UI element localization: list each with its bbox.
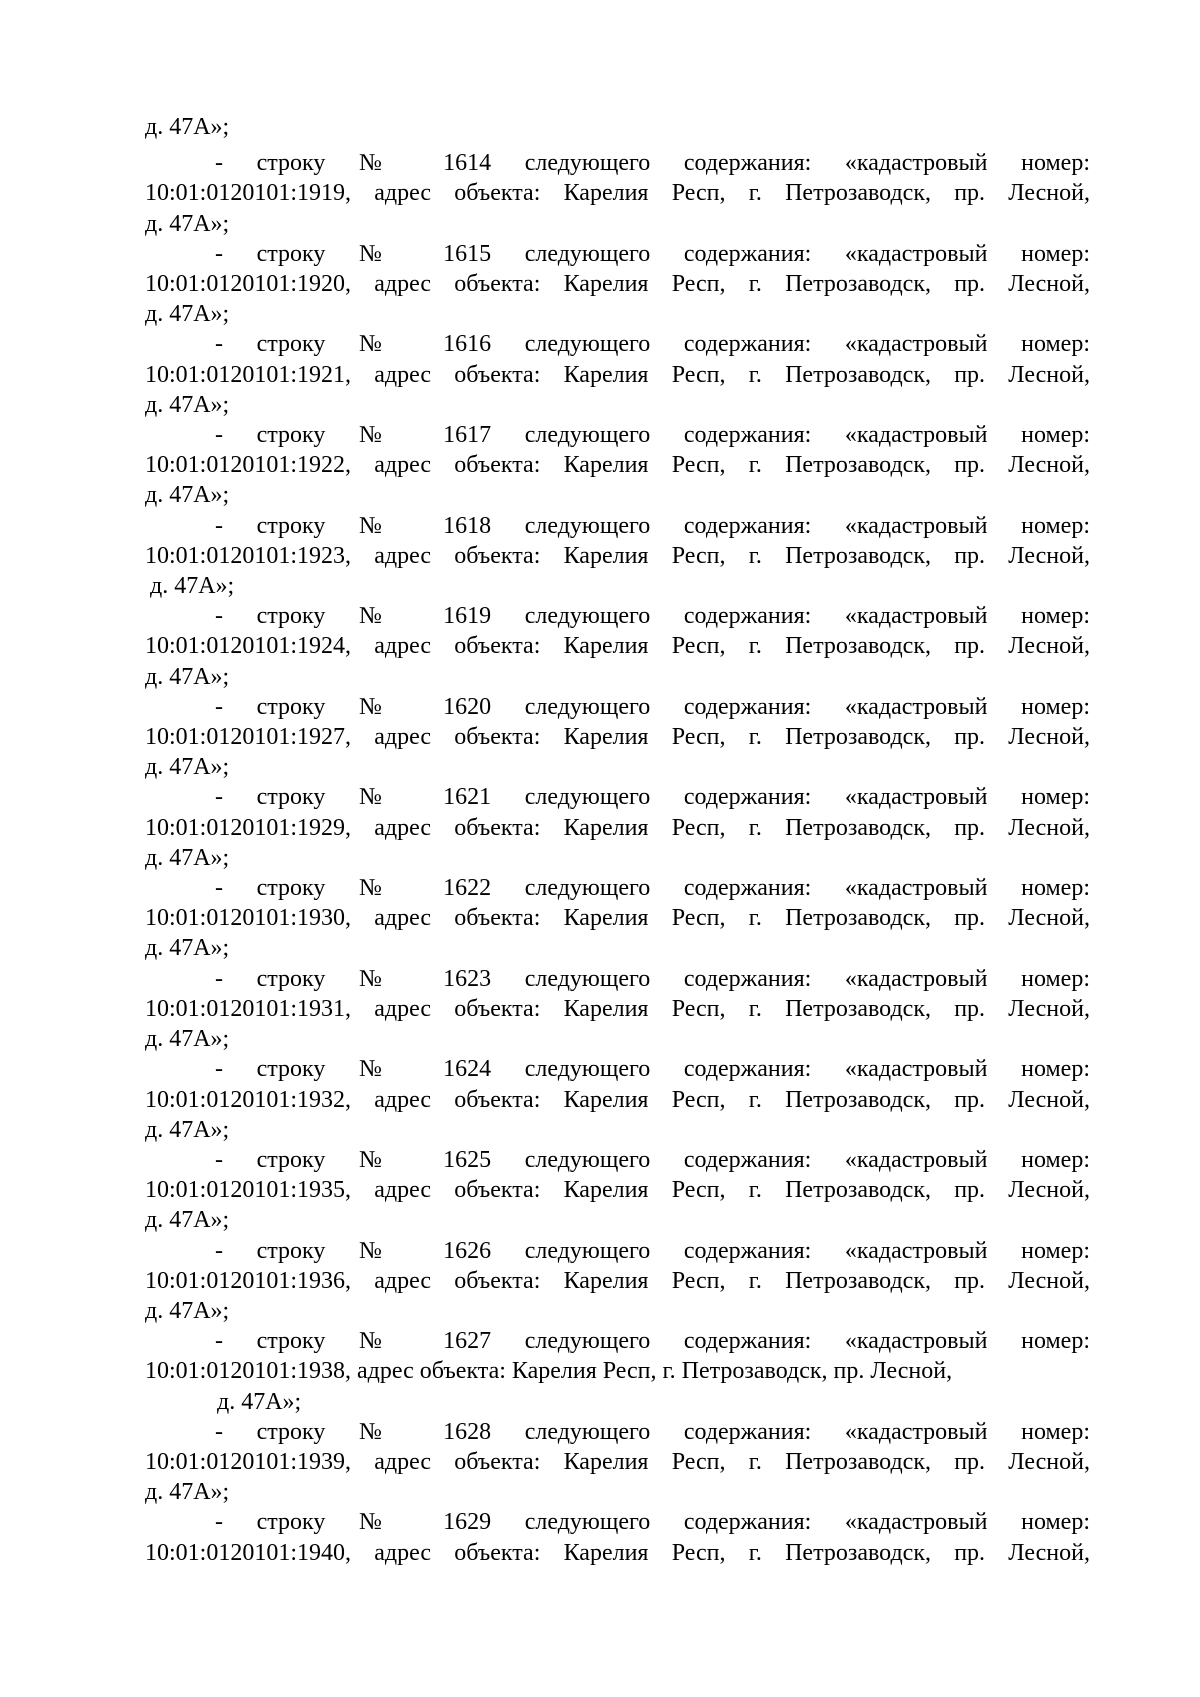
entry-line-3: д. 47А»; xyxy=(145,1297,230,1324)
entry-line-2: 10:01:0120101:1920, адрес объекта: Карелия Респ, г. Петрозаводск, пр. Лесной, xyxy=(145,271,1090,298)
entry-1619 xyxy=(145,601,1090,692)
entry-1623 xyxy=(145,964,1090,1055)
entry-1627 xyxy=(145,1326,1090,1417)
entry-line-3: д. 47А»; xyxy=(145,210,230,237)
entry-line-1: - строку № 1615 следующего содержания: «кадастровый номер: xyxy=(215,240,1090,267)
entry-line-3: д. 47А»; xyxy=(145,663,230,690)
entry-1620 xyxy=(145,692,1090,783)
entry-line-1: - строку № 1616 следующего содержания: «кадастровый номер: xyxy=(215,331,1090,358)
entry-line-2: 10:01:0120101:1938, адрес объекта: Карелия Респ, г. Петрозаводск, пр. Лесной, xyxy=(145,1358,953,1385)
entry-line-1: - строку № 1629 следующего содержания: «кадастровый номер: xyxy=(215,1509,1090,1536)
entry-1615 xyxy=(145,239,1090,330)
entry-line-3: д. 47А»; xyxy=(150,573,235,600)
entry-1629 xyxy=(145,1507,1090,1567)
entry-1617 xyxy=(145,420,1090,511)
entry-line-1: - строку № 1618 следующего содержания: «кадастровый номер: xyxy=(215,512,1090,539)
entry-1625 xyxy=(145,1145,1090,1236)
entry-1626 xyxy=(145,1236,1090,1327)
entry-1618 xyxy=(145,511,1090,602)
entry-line-3: д. 47А»; xyxy=(145,1479,230,1506)
entry-line-2: 10:01:0120101:1929, адрес объекта: Карелия Респ, г. Петрозаводск, пр. Лесной, xyxy=(145,814,1090,841)
entry-line-2: 10:01:0120101:1931, адрес объекта: Карелия Респ, г. Петрозаводск, пр. Лесной, xyxy=(145,995,1090,1022)
entry-line-2: 10:01:0120101:1919, адрес объекта: Карелия Респ, г. Петрозаводск, пр. Лесной, xyxy=(145,180,1090,207)
entry-line-3: д. 47А»; xyxy=(145,935,230,962)
entry-line-1: - строку № 1628 следующего содержания: «кадастровый номер: xyxy=(215,1418,1090,1445)
entry-line-1: - строку № 1623 следующего содержания: «кадастровый номер: xyxy=(215,965,1090,992)
entry-line-3: д. 47А»; xyxy=(145,754,230,781)
entry-line-1: - строку № 1626 следующего содержания: «кадастровый номер: xyxy=(215,1237,1090,1264)
entry-line-2: 10:01:0120101:1924, адрес объекта: Карелия Респ, г. Петрозаводск, пр. Лесной, xyxy=(145,633,1090,660)
entry-1622 xyxy=(145,873,1090,964)
entry-line-2: 10:01:0120101:1936, адрес объекта: Карелия Респ, г. Петрозаводск, пр. Лесной, xyxy=(145,1267,1090,1294)
entry-line-2: 10:01:0120101:1921, адрес объекта: Карелия Респ, г. Петрозаводск, пр. Лесной, xyxy=(145,361,1090,388)
entry-line-2: 10:01:0120101:1923, адрес объекта: Карелия Респ, г. Петрозаводск, пр. Лесной, xyxy=(145,542,1090,569)
entry-1616 xyxy=(145,329,1090,420)
entry-line-1: - строку № 1624 следующего содержания: «кадастровый номер: xyxy=(215,1056,1090,1083)
entry-line-2: 10:01:0120101:1939, адрес объекта: Карелия Респ, г. Петрозаводск, пр. Лесной, xyxy=(145,1448,1090,1475)
entry-line-3: д. 47А»; xyxy=(145,391,230,418)
entry-line-1: - строку № 1627 следующего содержания: «кадастровый номер: xyxy=(215,1328,1090,1355)
entry-1621 xyxy=(145,782,1090,873)
entry-line-3: д. 47А»; xyxy=(145,844,230,871)
entry-line-2: 10:01:0120101:1930, адрес объекта: Карелия Респ, г. Петрозаводск, пр. Лесной, xyxy=(145,905,1090,932)
entry-1614 xyxy=(145,148,1090,239)
entry-1624 xyxy=(145,1054,1090,1145)
entry-line-1: - строку № 1622 следующего содержания: «кадастровый номер: xyxy=(215,875,1090,902)
entry-line-3: д. 47А»; xyxy=(217,1388,302,1415)
entry-line-3: д. 47А»; xyxy=(145,301,230,328)
entry-line-2: 10:01:0120101:1927, адрес объекта: Карелия Респ, г. Петрозаводск, пр. Лесной, xyxy=(145,724,1090,751)
entry-line-1: - строку № 1614 следующего содержания: «кадастровый номер: xyxy=(215,150,1090,177)
entry-line-1: - строку № 1625 следующего содержания: «кадастровый номер: xyxy=(215,1146,1090,1173)
lead-line: д. 47А»; xyxy=(145,114,230,140)
entry-line-3: д. 47А»; xyxy=(145,482,230,509)
document-body xyxy=(145,112,1090,1568)
entry-line-2: 10:01:0120101:1940, адрес объекта: Карелия Респ, г. Петрозаводск, пр. Лесной, xyxy=(145,1539,1090,1566)
entry-1628 xyxy=(145,1417,1090,1508)
entry-line-3: д. 47А»; xyxy=(145,1116,230,1143)
entry-line-1: - строку № 1619 следующего содержания: «кадастровый номер: xyxy=(215,603,1090,630)
entry-line-1: - строку № 1620 следующего содержания: «кадастровый номер: xyxy=(215,693,1090,720)
entry-line-3: д. 47А»; xyxy=(145,1207,230,1234)
entry-line-1: - строку № 1617 следующего содержания: «кадастровый номер: xyxy=(215,422,1090,449)
entry-line-2: 10:01:0120101:1922, адрес объекта: Карелия Респ, г. Петрозаводск, пр. Лесной, xyxy=(145,452,1090,479)
entry-line-1: - строку № 1621 следующего содержания: «кадастровый номер: xyxy=(215,784,1090,811)
entry-line-2: 10:01:0120101:1932, адрес объекта: Карелия Респ, г. Петрозаводск, пр. Лесной, xyxy=(145,1086,1090,1113)
entry-line-3: д. 47А»; xyxy=(145,1026,230,1053)
entry-line-2: 10:01:0120101:1935, адрес объекта: Карелия Респ, г. Петрозаводск, пр. Лесной, xyxy=(145,1177,1090,1204)
